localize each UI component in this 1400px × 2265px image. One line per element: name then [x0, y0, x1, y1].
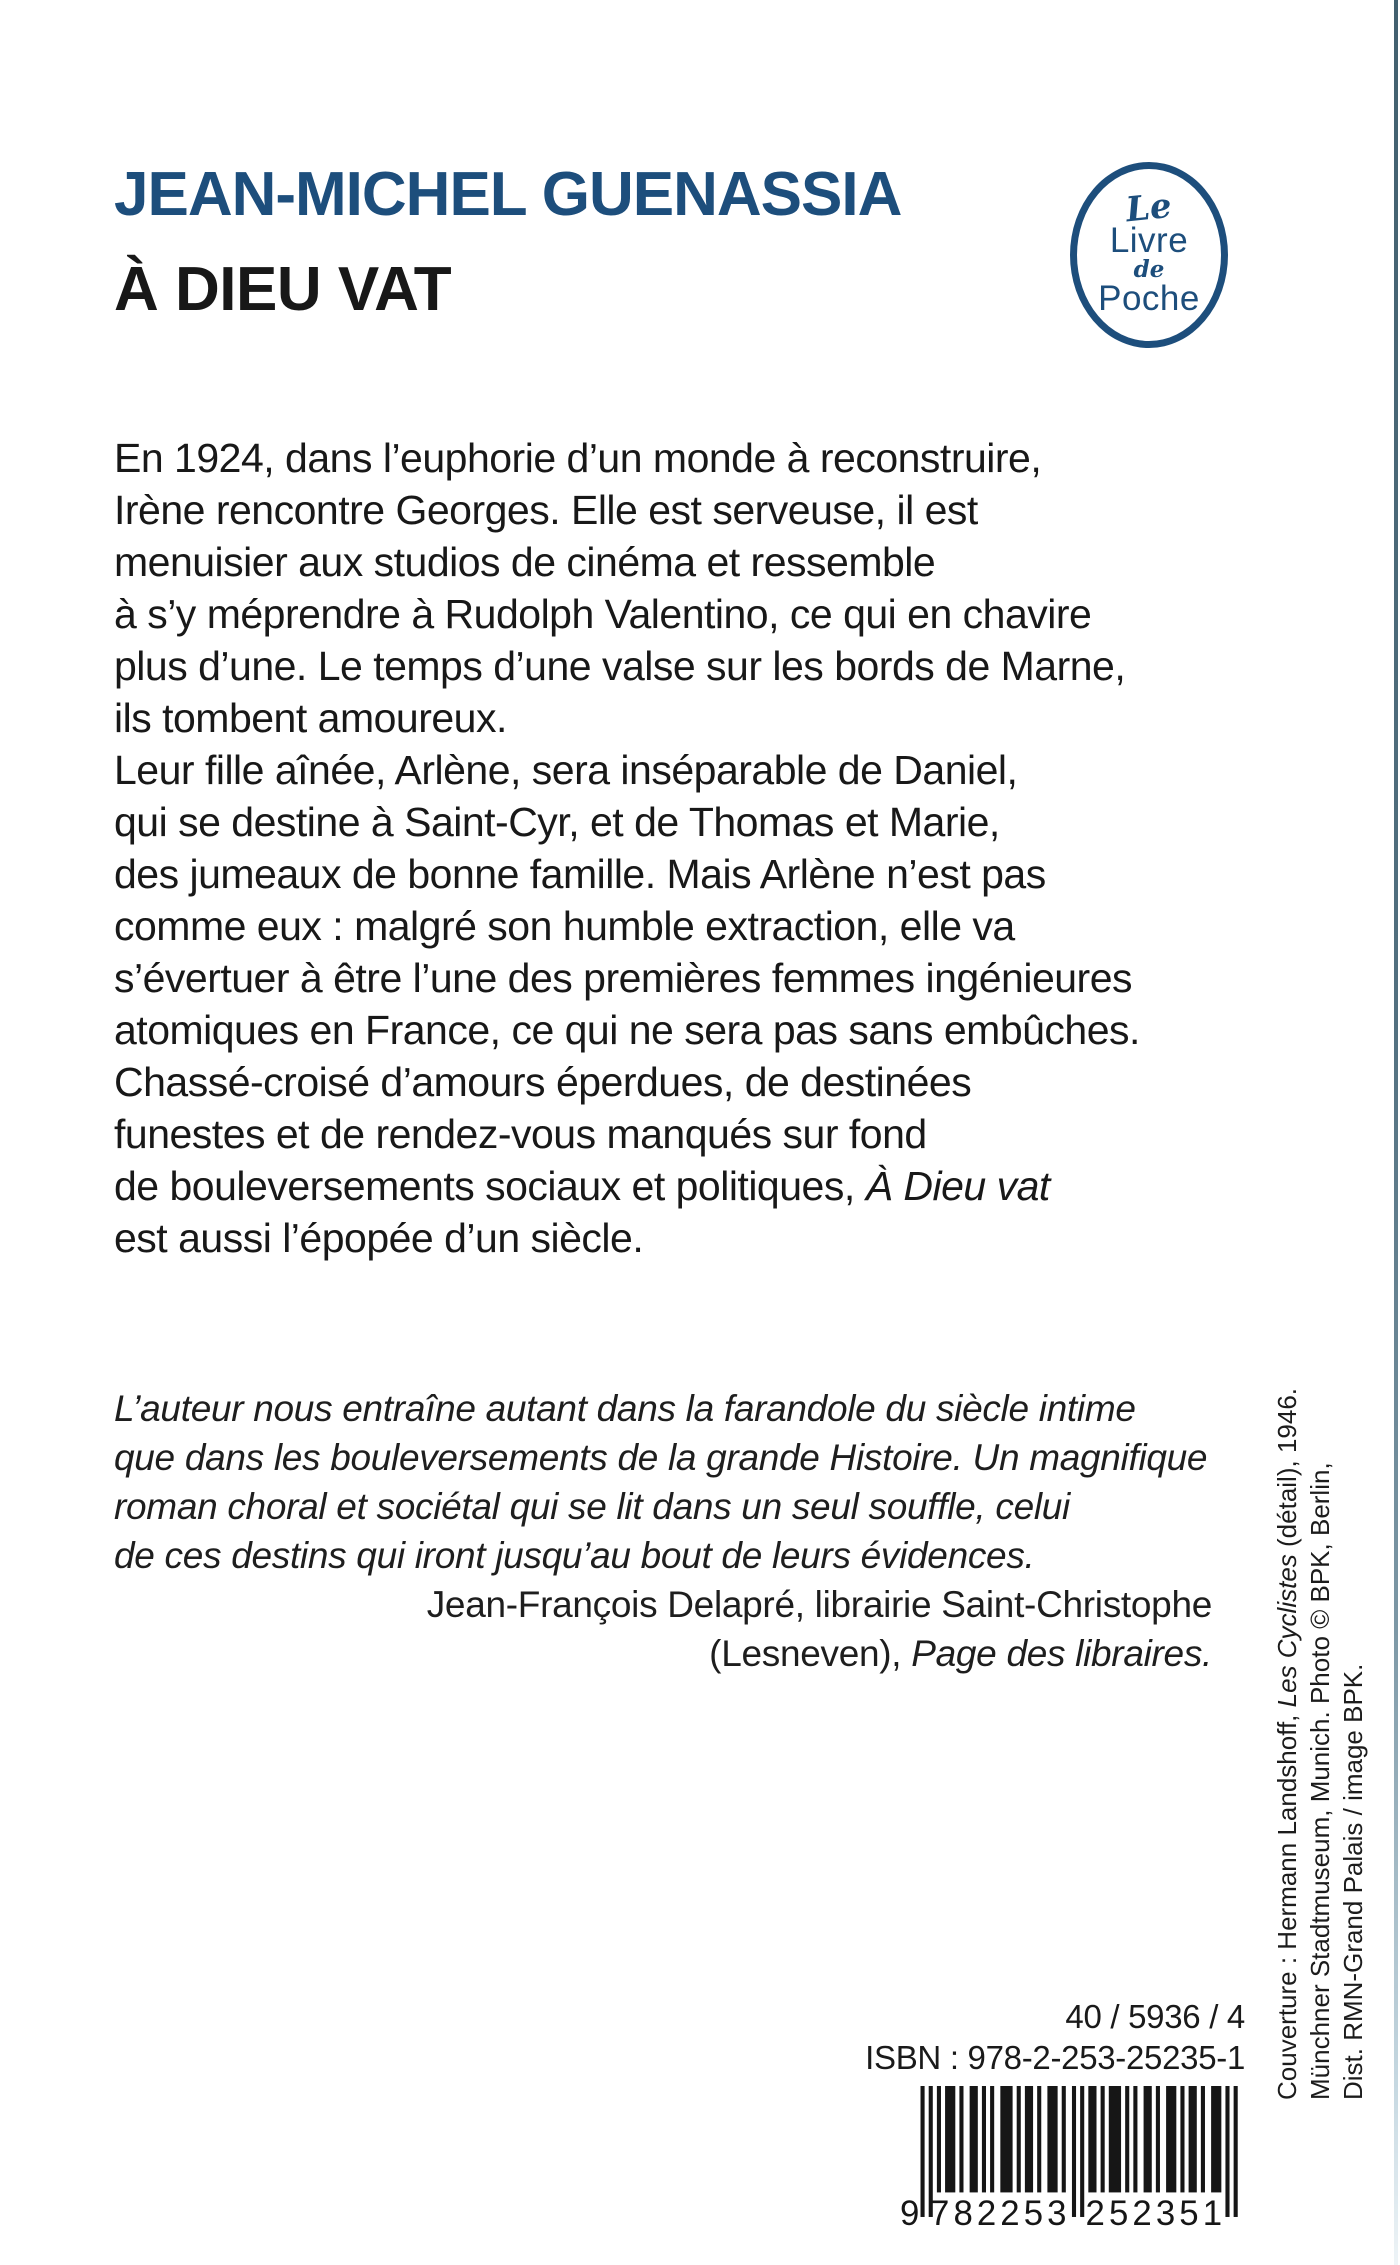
publisher-logo	[1070, 162, 1228, 348]
text-line: plus d’une. Le temps d’une valse sur les bords de Marne,	[114, 643, 1126, 689]
book-title: À DIEU VAT	[114, 255, 452, 324]
text-line: Couverture : Hermann Landshoff, Les Cyclistes (détail), 1946.	[1272, 1387, 1302, 2100]
text-line: Münchner Stadtmuseum, Munich. Photo © BPK, Berlin,	[1305, 1462, 1335, 2100]
text-line: Dist. RMN-Grand Palais / image BPK.	[1338, 1663, 1368, 2100]
text-line: de bouleversements sociaux et politiques, À Dieu vat	[114, 1163, 1050, 1209]
barcode-bars	[898, 2086, 1250, 2250]
text-line: Leur fille aînée, Arlène, sera inséparable de Daniel,	[114, 747, 1018, 793]
logo-livre: Livre	[1109, 220, 1189, 260]
cover-photo-credit	[1271, 1387, 1377, 2100]
logo-le: Le	[1124, 185, 1174, 230]
text-line: des jumeaux de bonne famille. Mais Arlène n’est pas	[114, 851, 1046, 897]
barcode-lead-digit: 9	[900, 2195, 920, 2234]
barcode-left-group: 782253	[930, 2195, 1071, 2234]
text-line: Chassé-croisé d’amours éperdues, de destinées	[114, 1059, 972, 1105]
logo-de: de	[1133, 255, 1165, 283]
barcode-right-group: 252351	[1085, 2195, 1227, 2234]
review-quote-block	[114, 1384, 1212, 1678]
review-quote	[114, 1384, 1212, 1580]
edition-number: 40 / 5936 / 4	[1065, 1998, 1245, 2035]
barcode-digits	[900, 2195, 1226, 2233]
text-line: est aussi l’épopée d’un siècle.	[114, 1215, 644, 1261]
synopsis-text	[114, 432, 1244, 1264]
author-name: JEAN-MICHEL GUENASSIA	[114, 160, 902, 229]
text-line: roman choral et sociétal qui se lit dans un seul souffle, celui	[114, 1486, 1070, 1527]
text-line: En 1924, dans l’euphorie d’un monde à reconstruire,	[114, 435, 1042, 481]
text-line: L’auteur nous entraîne autant dans la farandole du siècle intime	[114, 1388, 1136, 1429]
text-line: s’évertuer à être l’une des premières femmes ingénieures	[114, 955, 1133, 1001]
text-line: atomiques en France, ce qui ne sera pas sans embûches.	[114, 1007, 1140, 1053]
quote-attribution	[114, 1580, 1212, 1678]
edition-block	[865, 1996, 1245, 2078]
text-line: comme eux : malgré son humble extraction, elle va	[114, 903, 1015, 949]
text-line: de ces destins qui iront jusqu’au bout de leurs évidences.	[114, 1535, 1035, 1576]
text-line: qui se destine à Saint-Cyr, et de Thomas et Marie,	[114, 799, 1000, 845]
text-line: (Lesneven), Page des libraires.	[709, 1633, 1212, 1674]
text-line: à s’y méprendre à Rudolph Valentino, ce qui en chavire	[114, 591, 1092, 637]
text-line: Irène rencontre Georges. Elle est serveuse, il est	[114, 487, 978, 533]
barcode	[898, 2086, 1250, 2250]
logo-poche: Poche	[1098, 278, 1200, 318]
page-edge-shadow	[1394, 0, 1398, 2265]
isbn-number: ISBN : 978-2-253-25235-1	[865, 2039, 1245, 2076]
text-line: que dans les bouleversements de la grande Histoire. Un magnifique	[114, 1437, 1208, 1478]
text-line: menuisier aux studios de cinéma et ressemble	[114, 539, 936, 585]
text-line: funestes et de rendez-vous manqués sur fond	[114, 1111, 927, 1157]
text-line: ils tombent amoureux.	[114, 695, 507, 741]
text-line: Jean-François Delapré, librairie Saint-Christophe	[426, 1584, 1212, 1625]
